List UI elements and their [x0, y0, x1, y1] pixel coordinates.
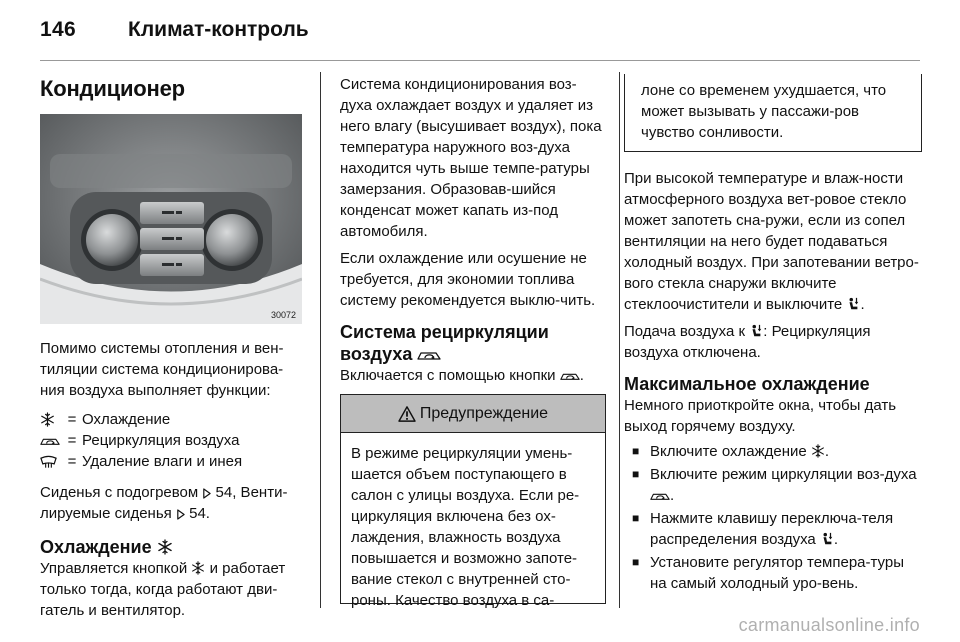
cross-reference-icon	[176, 509, 185, 520]
legend-label: Охлаждение	[82, 411, 171, 428]
warning-triangle-icon	[398, 406, 416, 422]
snowflake-icon	[40, 412, 55, 427]
watermark: carmanualsonline.info	[738, 615, 920, 635]
max-cooling-intro: Немного приоткройте окна, чтобы дать выход горячему воздуху.	[624, 397, 897, 435]
page-header	[40, 14, 920, 54]
photo-code: 30072	[270, 310, 296, 320]
legend-item-defrost: = Удаление влаги и инея	[40, 451, 306, 472]
function-legend	[40, 409, 306, 472]
recirculation-text: Включается с помощью кнопки .	[340, 367, 584, 384]
recirculation-icon	[40, 435, 60, 447]
snowflake-icon	[191, 561, 205, 575]
fogging-text: При высокой температуре и влаж-ности атмосферного воздуха вет-ровое стекло может запотеть сна-ружи, если из сопел вентиляции на него будет подаваться холодный воздух. При запотевании ветро-вого стекла снаружи включите стеклоочистители и выключите .	[624, 170, 919, 313]
recirculation-icon	[417, 348, 441, 362]
warning-header	[341, 395, 605, 433]
air-distribution-icon	[749, 324, 763, 338]
legend-label: Удаление влаги и инея	[82, 453, 243, 470]
list-item: ■ Включите охлаждение .	[624, 441, 922, 462]
ac-description: Система кондиционирования воз-духа охлаждает воздух и удаляет из него влагу (высушивает воздух), пока температура наружного воз-духа находится чуть выше темпе-ратуры замерзания. Образовав-шийся конденсат может капать из-под автомобиля.	[340, 76, 602, 240]
cooling-heading: Охлаждение	[40, 536, 306, 558]
warning-text: В режиме рециркуляции умень-шается объем поступающего в салон с улицы воздуха. Если ре-циркуляция включена без ох-лаждения, влажность воздуха повышается и возможно запоте-вание стекол с внутренней сто-роны. Качество воздуха в са-	[351, 445, 580, 609]
warning-box	[340, 394, 606, 609]
section-heading-air-conditioning: Кондиционер	[40, 76, 185, 101]
page-number: 146	[40, 18, 76, 41]
header-rule	[40, 60, 920, 61]
ac-fuel-tip: Если охлаждение или осушение не требуется, для экономии топлива систему рекомендуется выклю-чить.	[340, 250, 596, 309]
list-item: ■ Нажмите клавишу переключа-теля распределения воздуха .	[624, 508, 922, 550]
legend-label: Рециркуляция воздуха	[82, 432, 240, 449]
warning-box-continued: лоне со временем ухудшается, что может вызывать у пассажи-ров чувство сонливости.	[624, 74, 922, 152]
column-2	[340, 74, 606, 609]
climate-control-panel-photo	[40, 114, 302, 324]
defrost-icon	[40, 455, 57, 469]
list-item: ■ Установите регулятор темпера-туры на самый холодный уро-вень.	[624, 552, 922, 594]
recirculation-icon	[560, 370, 580, 382]
warning-title: Предупреждение	[419, 404, 549, 422]
column-3	[624, 74, 922, 594]
column-1	[40, 76, 306, 621]
snowflake-icon	[157, 539, 173, 555]
recirculation-icon	[650, 490, 670, 502]
cooling-text: Управляется кнопкой и работает только тогда, когда работают дви-гатель и вентилятор.	[40, 560, 286, 619]
column-divider-left	[320, 72, 321, 608]
max-cooling-steps	[624, 441, 922, 594]
max-cooling-heading: Максимальное охлаждение	[624, 374, 870, 394]
air-distribution-icon	[820, 532, 834, 546]
page-title: Климат-контроль	[128, 18, 309, 41]
intro-text: Помимо системы отопления и вен-тиляции система кондиционирова-ния воздуха выполняет функции:	[40, 340, 284, 399]
column-divider-right	[619, 72, 620, 608]
snowflake-icon	[811, 444, 825, 458]
legend-item-recirculation: = Рециркуляция воздуха	[40, 430, 306, 451]
recirculation-heading: Система рециркуляции воздуха	[340, 322, 549, 364]
air-supply-text: Подача воздуха к : Рециркуляция воздуха отключена.	[624, 323, 871, 361]
list-item: ■ Включите режим циркуляции воз-духа .	[624, 464, 922, 506]
air-distribution-icon	[846, 297, 860, 311]
seats-reference: Сиденья с подогревом 54, Венти-лируемые сиденья 54.	[40, 484, 288, 522]
legend-item-cooling: = Охлаждение	[40, 409, 306, 430]
